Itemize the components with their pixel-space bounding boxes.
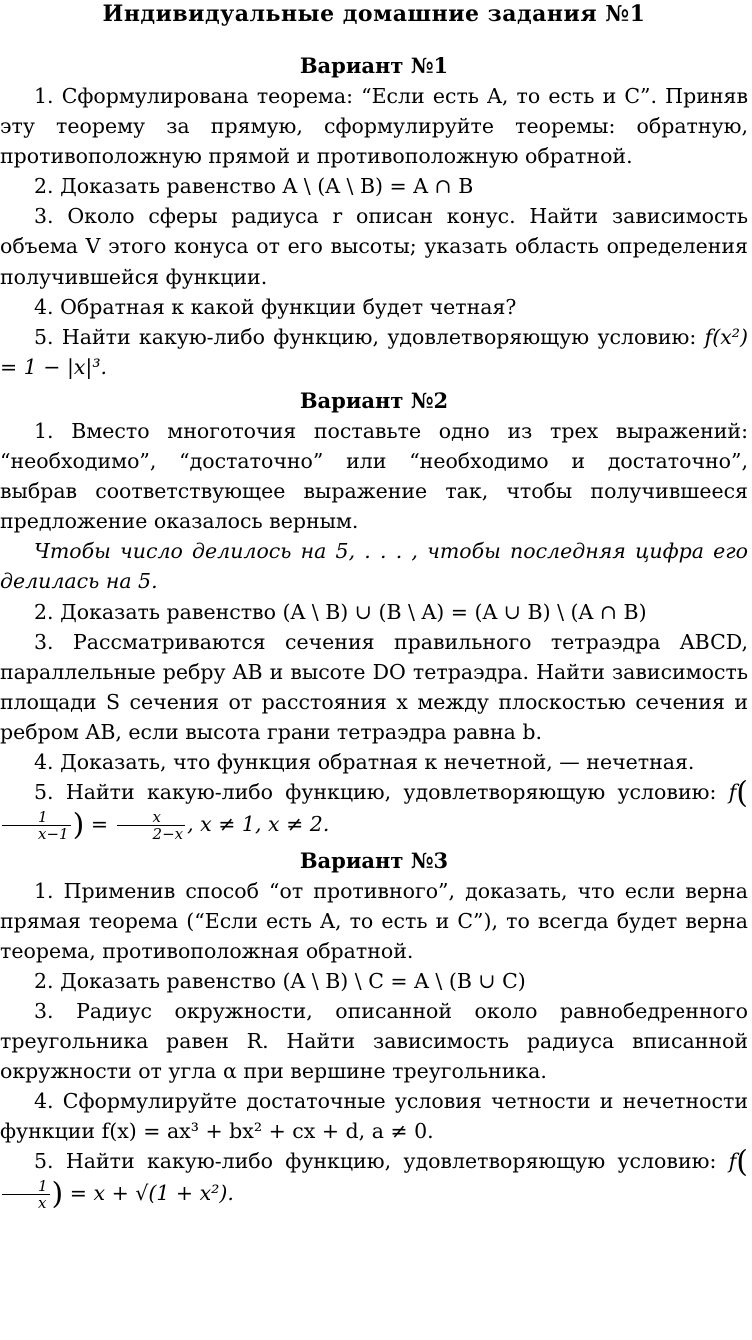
v3-problem-2: [0, 966, 748, 996]
fraction-1: [2, 1178, 50, 1211]
problem-text: Доказать равенство (A \ B) \ C = A \ (B ∪ C): [60, 968, 526, 993]
problem-number: 5.: [34, 780, 54, 805]
statement-text: Чтобы число делилось на 5, . . . , чтобы последняя цифра его делилась на 5.: [0, 539, 748, 594]
fraction-denominator: x: [38, 1194, 47, 1212]
v2-problem-2: [0, 597, 748, 627]
problem-text: Доказать равенство A \ (A \ B) = A ∩ B: [60, 174, 474, 199]
v1-problem-4: [0, 292, 748, 322]
v2-problem-4: [0, 747, 748, 777]
v2-problem-5: [0, 777, 748, 842]
problem-number: 3.: [34, 998, 54, 1023]
v3-problem-5: [0, 1146, 748, 1211]
v2-problem-1: [0, 416, 748, 536]
problem-number: 4.: [34, 749, 54, 774]
variant-1-heading: Вариант №1: [299, 53, 449, 78]
document-title: Индивидуальные домашние задания №1: [102, 1, 646, 27]
left-paren: (: [736, 775, 748, 811]
problem-number: 2.: [34, 174, 54, 199]
variant-2-heading: Вариант №2: [299, 387, 449, 413]
problem-number: 3.: [34, 204, 54, 229]
problem-text: Рассматриваются сечения правильного тетраэдра ABCD, параллельные ребру AB и высоте DO тетраэдра. Найти зависимость площади S сечения от расстояния x между плоскостью сечения и ребром AB, если высота грани тетраэдра равна b.: [0, 629, 748, 744]
fraction-numerator: x: [117, 809, 186, 826]
v1-problem-3: [0, 201, 748, 291]
right-paren: ): [51, 1176, 64, 1212]
fraction-1: [2, 809, 71, 842]
right-paren: ): [72, 807, 85, 843]
problem-text: Около сферы радиуса r описан конус. Найти зависимость объема V этого конуса от его высоты; указать область определения получившейся функции.: [0, 204, 748, 289]
v1-problem-1: [0, 81, 748, 171]
problem-number: 4.: [34, 294, 54, 319]
fraction-numerator: 1: [2, 809, 71, 826]
problem-number: 1.: [34, 878, 54, 903]
fraction-numerator: 1: [2, 1178, 50, 1195]
problem-number: 3.: [34, 629, 54, 654]
problem-text: Обратная к какой функции будет четная?: [60, 294, 517, 319]
v3-problem-4: [0, 1086, 748, 1146]
problem-formula: f(x²) = 1 − |x|³.: [0, 324, 748, 379]
problem-text: Найти какую-либо функцию, удовлетворяющую условию:: [61, 324, 697, 349]
fraction-denominator: 2−x: [152, 824, 184, 843]
problem-text: Применив способ “от противного”, доказать, что если верна прямая теорема (“Если есть A, то есть и C”), то всегда будет верна теорема, противоположная обратной.: [0, 878, 748, 963]
equals-sign: =: [90, 811, 109, 836]
v3-problem-3: [0, 996, 748, 1086]
problem-number: 2.: [34, 968, 54, 993]
formula-f: f: [728, 780, 737, 805]
problem-number: 1.: [34, 418, 54, 443]
v2-problem-1-statement: [0, 536, 748, 596]
v1-problem-2: [0, 171, 748, 201]
problem-text: Сформулируйте достаточные условия четности и нечетности функции f(x) = ax³ + bx² + cx + d, a ≠ 0.: [0, 1089, 748, 1144]
problem-text: Вместо многоточия поставьте одно из трех выражений: “необходимо”, “достаточно” или “необходимо и достаточно”, выбрав соответствующее выражение так, чтобы получившееся предложение оказалось верным.: [0, 418, 748, 534]
problem-number: 2.: [34, 599, 54, 624]
problem-text: Сформулирована теорема: “Если есть A, то есть и C”. Приняв эту теорему за прямую, сформулируйте теоремы: обратную, противоположную прямой и противоположную обратной.: [0, 84, 748, 169]
variant-3-heading: Вариант №3: [299, 847, 449, 873]
formula-condition: , x ≠ 1, x ≠ 2.: [187, 811, 330, 836]
problem-text: Найти какую-либо функцию, удовлетворяющую условию:: [65, 780, 717, 805]
formula-f: f: [728, 1149, 737, 1174]
problem-number: 5.: [34, 1149, 54, 1174]
v3-problem-1: [0, 876, 748, 966]
fraction-2: [117, 809, 186, 842]
problem-number: 1.: [34, 84, 54, 108]
formula-rhs: = x + √(1 + x²).: [69, 1181, 234, 1205]
left-paren: (: [736, 1144, 748, 1180]
problem-text: Доказать равенство (A \ B) ∪ (B \ A) = (A ∪ B) \ (A ∩ B): [60, 599, 647, 624]
v2-problem-3: [0, 627, 748, 747]
v1-problem-5: [0, 322, 748, 382]
problem-text: Найти какую-либо функцию, удовлетворяющую условию:: [65, 1149, 717, 1174]
problem-text: Радиус окружности, описанной около равнобедренного треугольника равен R. Найти зависимость радиуса вписанной окружности от угла α при вершине треугольника.: [0, 998, 748, 1084]
problem-number: 5.: [34, 324, 54, 349]
problem-number: 4.: [34, 1089, 54, 1114]
problem-text: Доказать, что функция обратная к нечетной, — нечетная.: [60, 749, 695, 774]
fraction-denominator: x−1: [38, 824, 69, 843]
